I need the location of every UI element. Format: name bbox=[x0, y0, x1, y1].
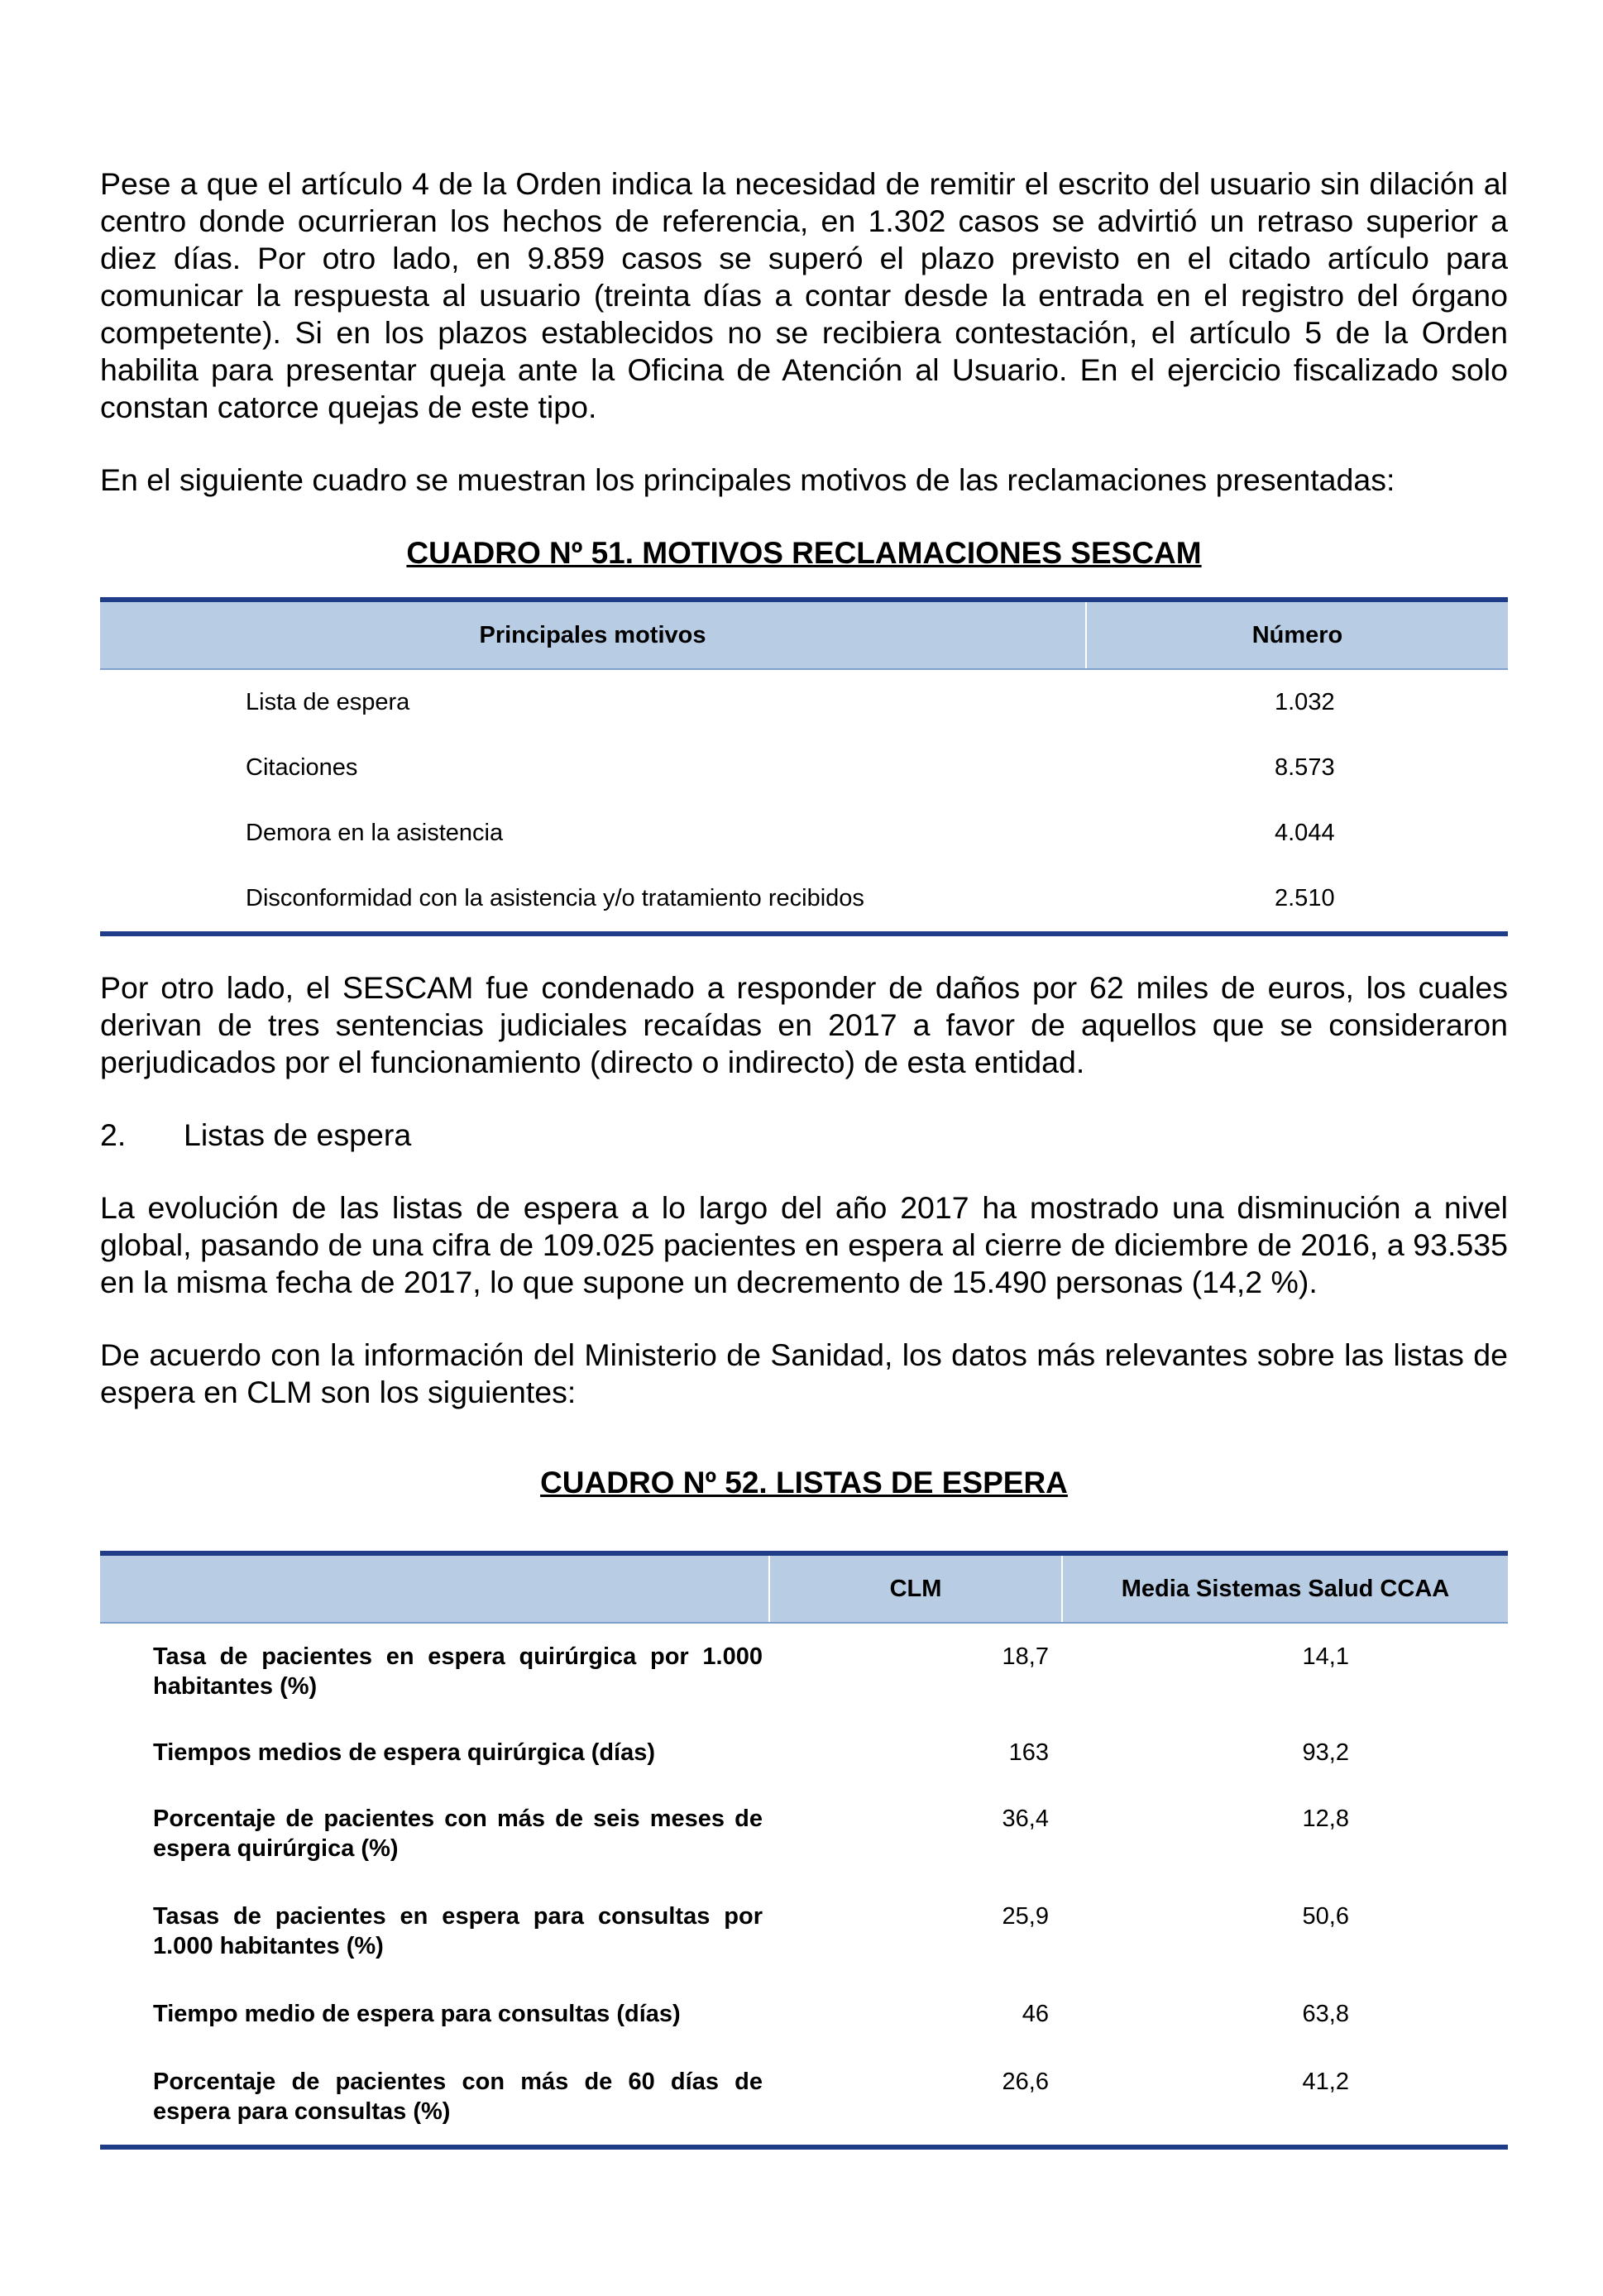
table-row bbox=[100, 1623, 1508, 1729]
table-row bbox=[100, 866, 1508, 931]
table-cell-numero: 4.044 bbox=[1275, 820, 1335, 846]
table-cell-motivo: Lista de espera bbox=[246, 689, 410, 715]
table-52-header-empty bbox=[100, 1556, 769, 1623]
paragraph-plazos: Pese a que el artículo 4 de la Orden indica la necesidad de remitir el escrito del usuario sin dilación al centro donde ocurrieran los hechos de referencia, en 1.302 casos se advirtió un retraso superior a diez días. Por otro lado, en 9.859 casos se superó el plazo previsto en el citado artículo para comunicar la respuesta al usuario (treinta días a contar desde la entrada en el registro del órgano competente). Si en los plazos establecidos no se recibiera contestación, el artículo 5 de la Orden habilita para presentar queja ante la Oficina de Atención al Usuario. En el ejercicio fiscalizado solo constan catorce quejas de este tipo. bbox=[100, 166, 1508, 424]
table-cell-numero: 8.573 bbox=[1275, 754, 1335, 781]
table-cell-indicador: Tasas de pacientes en espera para consultas por 1.000 habitantes (%) bbox=[153, 1903, 763, 1959]
table-52-header-clm: CLM bbox=[769, 1556, 1062, 1623]
table-cell-media: 12,8 bbox=[1302, 1806, 1349, 1832]
table-52-title: CUADRO Nº 52. LISTAS DE ESPERA bbox=[540, 1466, 1068, 1500]
section-title: Listas de espera bbox=[184, 1117, 412, 1152]
paragraph-condena: Por otro lado, el SESCAM fue condenado a responder de daños por 62 miles de euros, los cuales derivan de tres sentencias judiciales recaídas en 2017 a favor de aquellos que se consideraron perjudicados por el funcionamiento (directo o indirecto) de esta entidad. bbox=[100, 970, 1508, 1079]
table-cell-motivo: Citaciones bbox=[246, 754, 358, 781]
table-cell-numero: 1.032 bbox=[1275, 689, 1335, 715]
document-page bbox=[100, 165, 1508, 2150]
table-cell-clm: 36,4 bbox=[1002, 1806, 1049, 1832]
table-cell-clm: 46 bbox=[1022, 2001, 1049, 2027]
table-row bbox=[100, 1799, 1508, 1897]
paragraph-intro-cuadro-51: En el siguiente cuadro se muestran los principales motivos de las reclamaciones presentadas: bbox=[100, 462, 1395, 497]
table-cell-indicador: Tasa de pacientes en espera quirúrgica por 1.000 habitantes (%) bbox=[153, 1643, 763, 1700]
table-cell-media: 63,8 bbox=[1302, 2001, 1349, 2027]
table-51-header-numero: Número bbox=[1086, 602, 1508, 669]
table-cell-clm: 18,7 bbox=[1002, 1643, 1049, 1670]
table-cell-indicador: Porcentaje de pacientes con más de 60 días de espera para consultas (%) bbox=[153, 2069, 763, 2125]
table-row bbox=[100, 669, 1508, 735]
table-cell-media: 50,6 bbox=[1302, 1903, 1349, 1930]
table-52 bbox=[100, 1551, 1508, 2150]
table-cell-media: 93,2 bbox=[1302, 1739, 1349, 1766]
table-51 bbox=[100, 597, 1508, 936]
table-cell-media: 41,2 bbox=[1302, 2069, 1349, 2095]
table-row bbox=[100, 1729, 1508, 1799]
table-cell-indicador: Porcentaje de pacientes con más de seis meses de espera quirúrgica (%) bbox=[153, 1806, 763, 1862]
table-row bbox=[100, 2062, 1508, 2145]
table-51-title: CUADRO Nº 51. MOTIVOS RECLAMACIONES SESCAM bbox=[406, 536, 1202, 570]
table-cell-motivo: Demora en la asistencia bbox=[246, 820, 504, 846]
table-cell-indicador: Tiempos medios de espera quirúrgica (días) bbox=[153, 1739, 656, 1766]
table-row bbox=[100, 801, 1508, 866]
paragraph-evolucion: La evolución de las listas de espera a lo largo del año 2017 ha mostrado una disminución a nivel global, pasando de una cifra de 109.025 pacientes en espera al cierre de diciembre de 2016, a 93.535 en la misma fecha de 2017, lo que supone un decremento de 15.490 personas (14,2 %). bbox=[100, 1190, 1508, 1299]
table-cell-media: 14,1 bbox=[1302, 1643, 1349, 1670]
paragraph-intro-cuadro-52: De acuerdo con la información del Ministerio de Sanidad, los datos más relevantes sobre las listas de espera en CLM son los siguientes: bbox=[100, 1337, 1508, 1409]
table-52-header-media: Media Sistemas Salud CCAA bbox=[1062, 1556, 1508, 1623]
section-heading bbox=[100, 1117, 1508, 1154]
table-cell-clm: 25,9 bbox=[1002, 1903, 1049, 1930]
table-row bbox=[100, 1992, 1508, 2062]
section-number: 2. bbox=[100, 1117, 127, 1152]
table-cell-clm: 26,6 bbox=[1002, 2069, 1049, 2095]
table-cell-indicador: Tiempo medio de espera para consultas (días) bbox=[153, 2001, 681, 2027]
table-row bbox=[100, 1897, 1508, 1992]
table-51-header-motivos: Principales motivos bbox=[100, 602, 1086, 669]
table-cell-numero: 2.510 bbox=[1275, 885, 1335, 911]
table-row bbox=[100, 735, 1508, 801]
table-cell-clm: 163 bbox=[1008, 1739, 1049, 1766]
table-cell-motivo: Disconformidad con la asistencia y/o tratamiento recibidos bbox=[246, 885, 864, 911]
